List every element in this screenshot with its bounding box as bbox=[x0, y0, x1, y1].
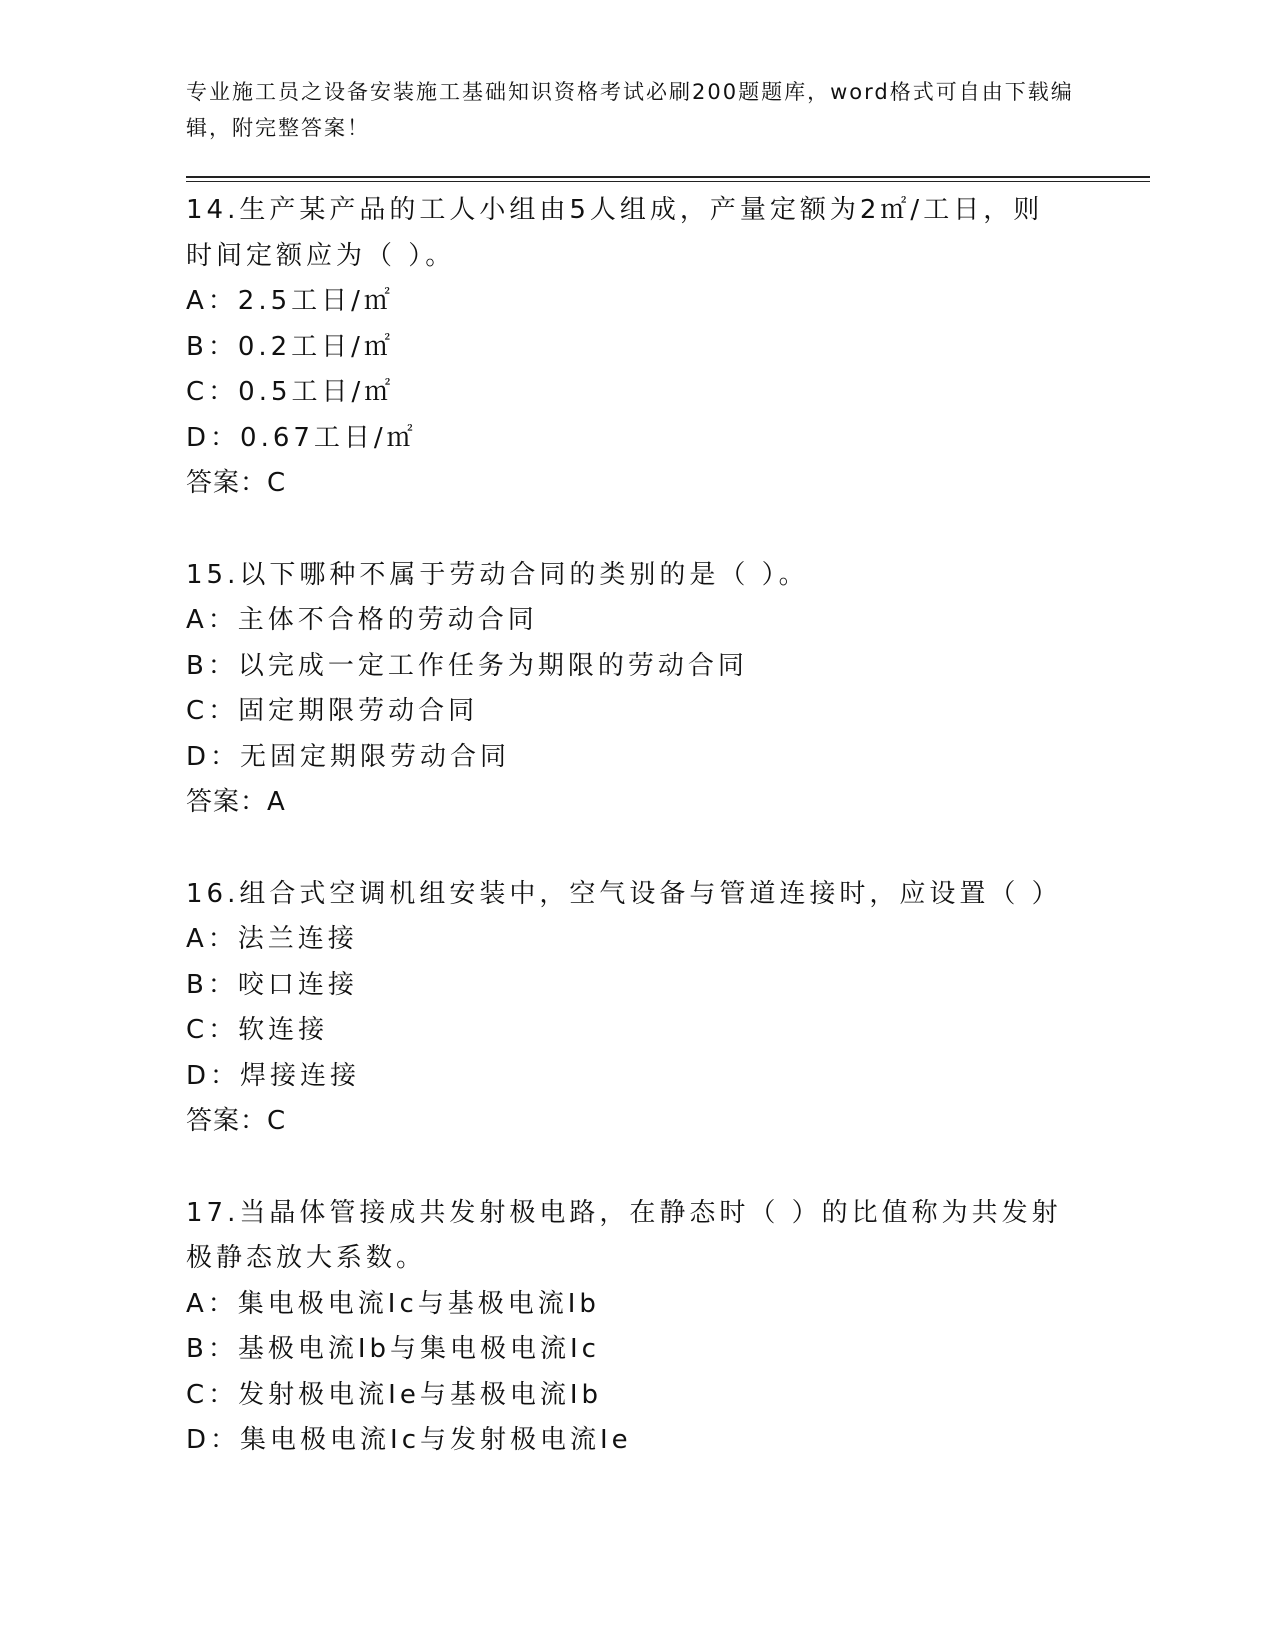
option-d: D：0.67工日/㎡ bbox=[186, 422, 417, 453]
option-c: C：固定期限劳动合同 bbox=[186, 696, 479, 726]
option-b: B：0.2工日/㎡ bbox=[186, 331, 394, 362]
option-d: D：集电极电流Ic与发射极电流Ie bbox=[186, 1425, 632, 1455]
option-d: D：焊接连接 bbox=[186, 1060, 361, 1091]
header-divider-thick bbox=[186, 176, 1150, 178]
option-a: A：法兰连接 bbox=[186, 924, 358, 954]
option-d: D：无固定期限劳动合同 bbox=[186, 741, 511, 772]
question-text: 16.组合式空调机组安装中，空气设备与管道连接时，应设置（ ） bbox=[186, 878, 1062, 909]
question-15 bbox=[186, 553, 1086, 826]
question-16 bbox=[186, 872, 1086, 1145]
question-text: 17.当晶体管接成共发射极电路，在静态时（ ）的比值称为共发射极静态放大系数。 bbox=[186, 1197, 1062, 1273]
option-c: C：发射极电流Ie与基极电流Ib bbox=[186, 1379, 602, 1410]
option-c: C：0.5工日/㎡ bbox=[186, 377, 395, 407]
option-a: A：主体不合格的劳动合同 bbox=[186, 605, 538, 635]
question-list bbox=[186, 188, 1086, 1464]
answer: 答案：C bbox=[186, 468, 287, 498]
document-header: 专业施工员之设备安装施工基础知识资格考试必刷200题题库，word格式可自由下载编辑，附完整答案！ bbox=[186, 80, 1074, 140]
header-divider-thin bbox=[186, 181, 1150, 182]
option-b: B：基极电流Ib与集电极电流Ic bbox=[186, 1334, 600, 1364]
question-text: 14.生产某产品的工人小组由5人组成，产量定额为2㎡/工日，则时间定额应为（ ）。 bbox=[186, 195, 1044, 271]
option-a: A：2.5工日/㎡ bbox=[186, 286, 394, 316]
option-a: A：集电极电流Ic与基极电流Ib bbox=[186, 1288, 600, 1319]
answer: 答案：A bbox=[186, 787, 286, 817]
option-b: B：咬口连接 bbox=[186, 969, 358, 1000]
question-text: 15.以下哪种不属于劳动合同的类别的是（ ）。 bbox=[186, 559, 809, 590]
option-b: B：以完成一定工作任务为期限的劳动合同 bbox=[186, 650, 748, 681]
answer: 答案：C bbox=[186, 1106, 287, 1136]
question-17 bbox=[186, 1191, 1086, 1464]
option-c: C：软连接 bbox=[186, 1015, 329, 1045]
question-14 bbox=[186, 188, 1086, 507]
